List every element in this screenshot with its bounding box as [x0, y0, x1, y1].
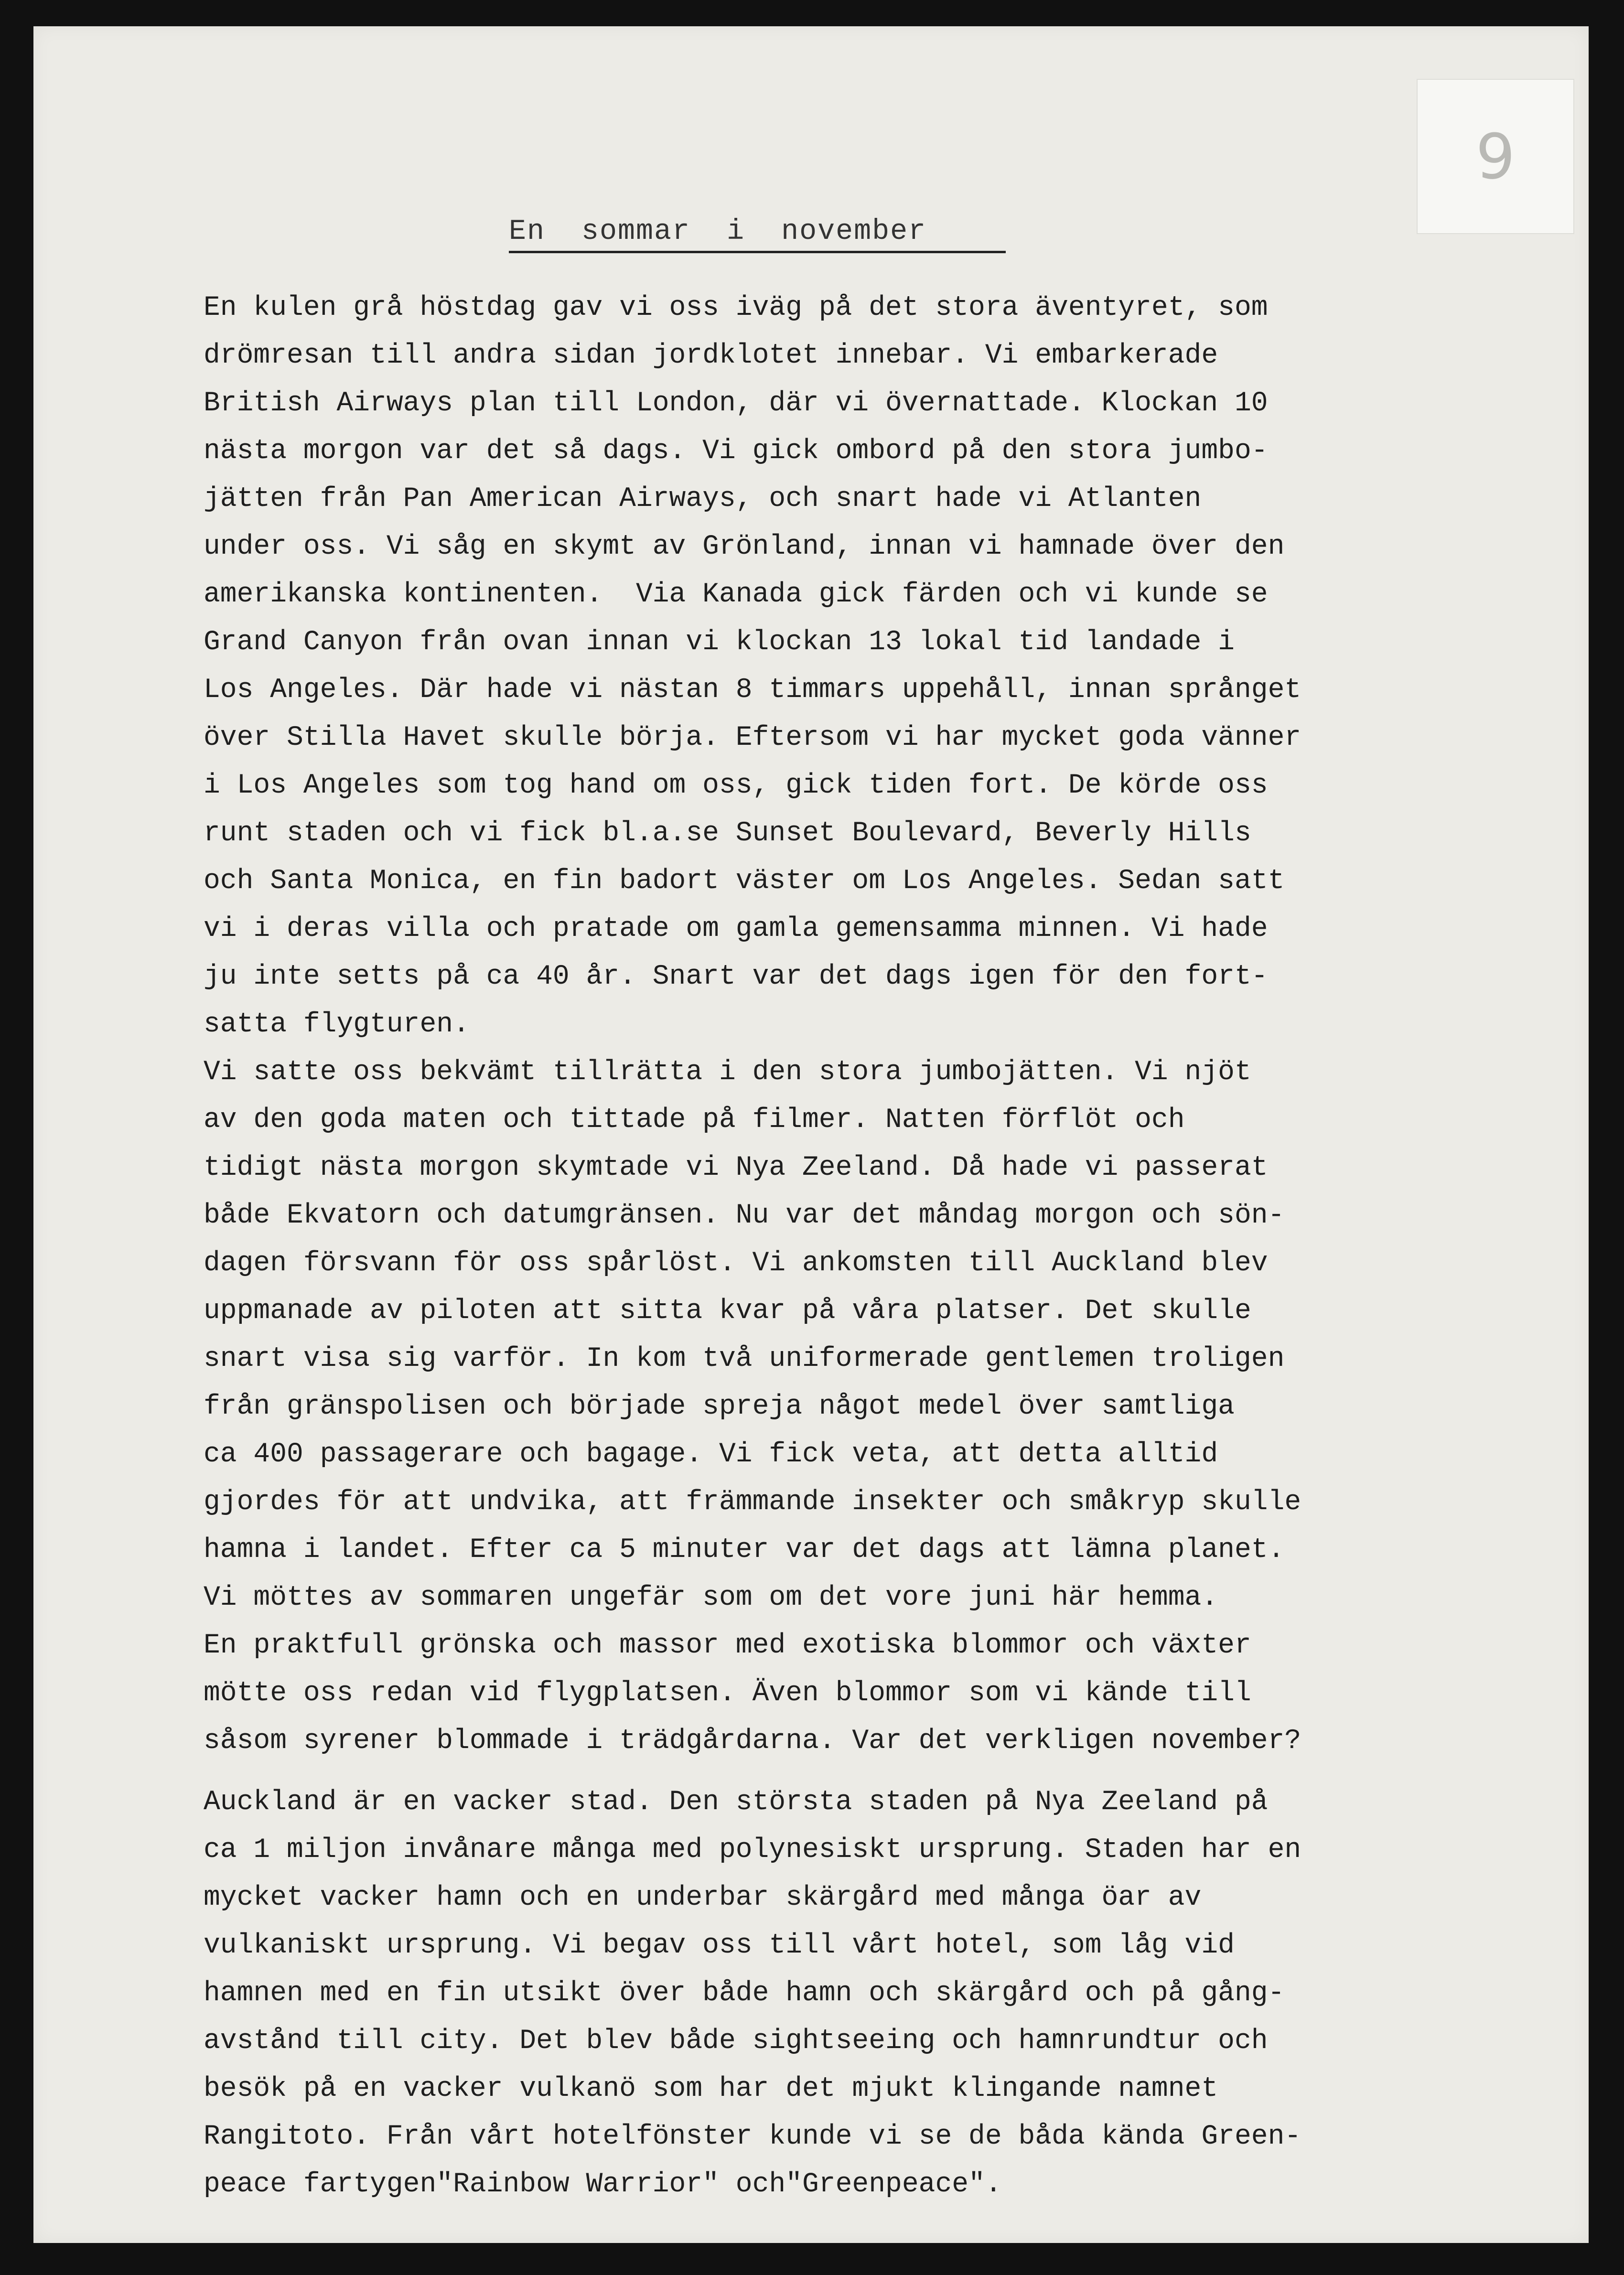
text-line: dagen försvann för oss spårlöst. Vi ankomsten till Auckland blev: [204, 1248, 1268, 1279]
text-line: ca 1 miljon invånare många med polynesiskt ursprung. Staden har en: [204, 1835, 1301, 1866]
text-line: Auckland är en vacker stad. Den största staden på Nya Zeeland på: [204, 1787, 1268, 1818]
text-line: Vi satte oss bekvämt tillrätta i den stora jumbojätten. Vi njöt: [204, 1057, 1251, 1088]
text-line: jätten från Pan American Airways, och snart hade vi Atlanten: [204, 483, 1202, 515]
text-line: över Stilla Havet skulle börja. Eftersom vi har mycket goda vänner: [204, 722, 1301, 753]
document-title: En sommar i november: [509, 213, 1006, 253]
text-line: i Los Angeles som tog hand om oss, gick tiden fort. De körde oss: [204, 770, 1268, 801]
text-line: satta flygturen.: [204, 1009, 470, 1040]
text-line: ju inte setts på ca 40 år. Snart var det dags igen för den fort-: [204, 961, 1268, 992]
text-line: amerikanska kontinenten. Via Kanada gick färden och vi kunde se: [204, 579, 1268, 610]
text-line: Los Angeles. Där hade vi nästan 8 timmars uppehåll, innan språnget: [204, 675, 1301, 706]
text-line: vi i deras villa och pratade om gamla gemensamma minnen. Vi hade: [204, 913, 1268, 944]
text-line: uppmanade av piloten att sitta kvar på våra platser. Det skulle: [204, 1296, 1251, 1327]
text-line: och Santa Monica, en fin badort väster om Los Angeles. Sedan satt: [204, 866, 1285, 897]
text-line: En praktfull grönska och massor med exotiska blommor och växter: [204, 1630, 1251, 1661]
body-text: [204, 284, 1541, 2209]
text-line: både Ekvatorn och datumgränsen. Nu var det måndag morgon och sön-: [204, 1200, 1285, 1231]
document-page: [33, 26, 1589, 2243]
text-line: Rangitoto. Från vårt hotelfönster kunde vi se de båda kända Green-: [204, 2121, 1301, 2152]
text-line: under oss. Vi såg en skymt av Grönland, innan vi hamnade över den: [204, 531, 1285, 562]
text-line: Grand Canyon från ovan innan vi klockan 13 lokal tid landade i: [204, 627, 1235, 658]
text-line: tidigt nästa morgon skymtade vi Nya Zeeland. Då hade vi passerat: [204, 1152, 1268, 1183]
text-line: såsom syrener blommade i trädgårdarna. Var det verkligen november?: [204, 1726, 1301, 1757]
paragraph: [204, 1779, 1541, 2209]
text-line: av den goda maten och tittade på filmer. Natten förflöt och: [204, 1105, 1185, 1136]
text-line: En kulen grå höstdag gav vi oss iväg på det stora äventyret, som: [204, 292, 1268, 323]
text-line: hamna i landet. Efter ca 5 minuter var det dags att lämna planet.: [204, 1535, 1285, 1566]
text-line: drömresan till andra sidan jordklotet innebar. Vi embarkerade: [204, 340, 1218, 371]
text-line: Vi möttes av sommaren ungefär som om det vore juni här hemma.: [204, 1582, 1218, 1613]
text-line: vulkaniskt ursprung. Vi begav oss till vårt hotel, som låg vid: [204, 1930, 1235, 1961]
paragraph-gap: [204, 1765, 1541, 1779]
text-line: avstånd till city. Det blev både sightseeing och hamnrundtur och: [204, 2026, 1268, 2057]
text-line: nästa morgon var det så dags. Vi gick ombord på den stora jumbo-: [204, 436, 1268, 467]
text-line: från gränspolisen och började spreja något medel över samtliga: [204, 1391, 1235, 1422]
text-line: besök på en vacker vulkanö som har det mjukt klingande namnet: [204, 2073, 1218, 2104]
text-line: hamnen med en fin utsikt över både hamn och skärgård och på gång-: [204, 1978, 1285, 2009]
text-line: peace fartygen"Rainbow Warrior" och"Greenpeace".: [204, 2169, 1002, 2200]
text-line: mycket vacker hamn och en underbar skärgård med många öar av: [204, 1882, 1202, 1913]
paragraph: [204, 284, 1541, 1765]
text-line: British Airways plan till London, där vi övernattade. Klockan 10: [204, 388, 1268, 419]
text-line: snart visa sig varför. In kom två uniformerade gentlemen troligen: [204, 1343, 1285, 1374]
text-line: mötte oss redan vid flygplatsen. Även blommor som vi kände till: [204, 1678, 1251, 1709]
text-line: runt staden och vi fick bl.a.se Sunset Boulevard, Beverly Hills: [204, 818, 1251, 849]
text-line: gjordes för att undvika, att främmande insekter och småkryp skulle: [204, 1487, 1301, 1518]
text-line: ca 400 passagerare och bagage. Vi fick veta, att detta alltid: [204, 1439, 1218, 1470]
page-number-label: 9: [1417, 79, 1574, 234]
